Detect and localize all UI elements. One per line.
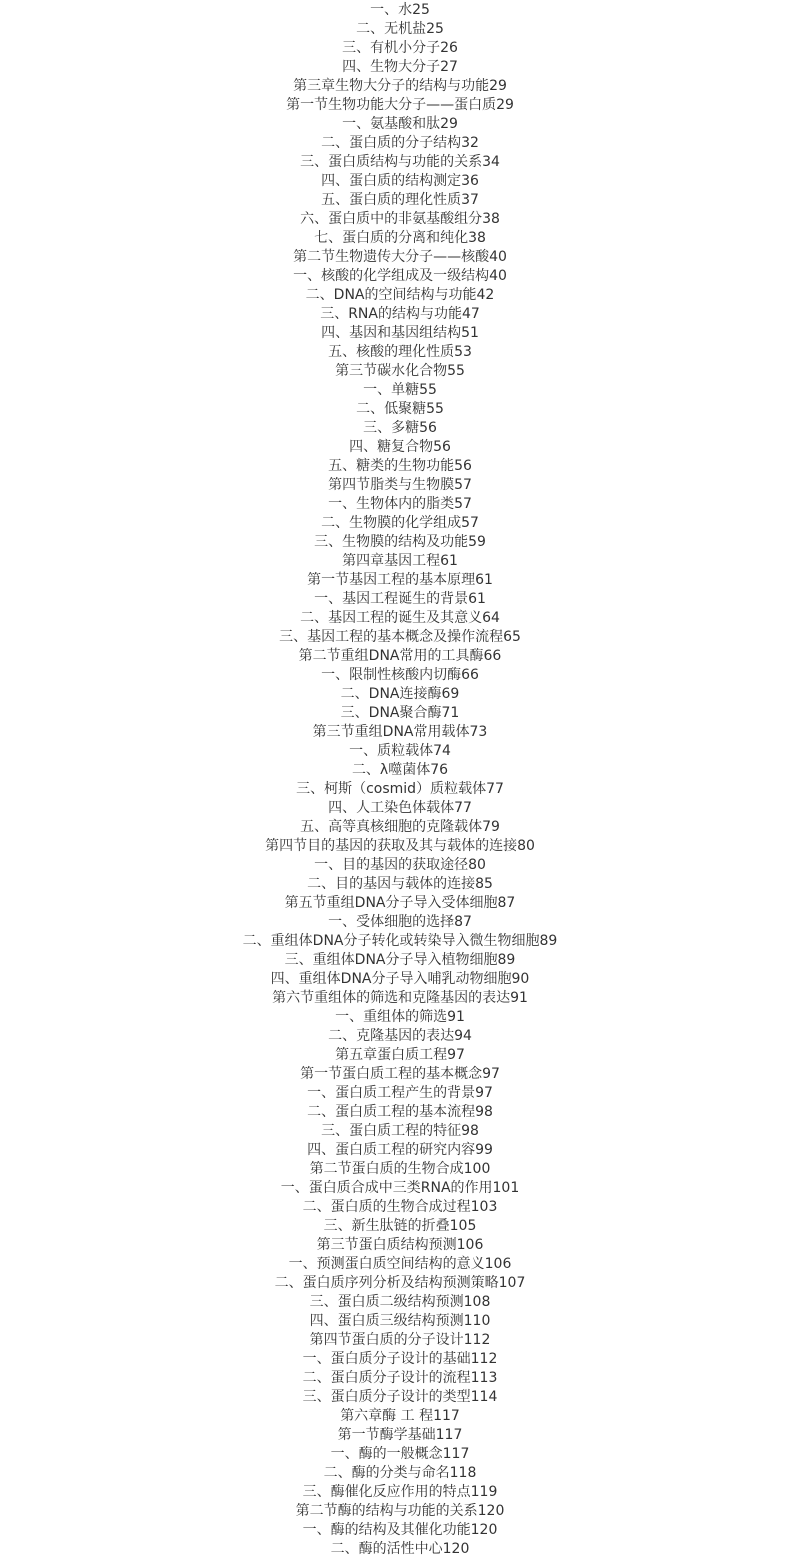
toc-entry: 一、酶的结构及其催化功能120 xyxy=(302,1522,498,1538)
toc-entry: 一、质粒载体74 xyxy=(349,743,451,759)
toc-entry: 一、预测蛋白质空间结构的意义106 xyxy=(288,1256,512,1272)
table-of-contents xyxy=(0,1,800,1559)
toc-entry: 第三节碳水化合物55 xyxy=(335,363,465,379)
toc-entry: 一、生物体内的脂类57 xyxy=(328,496,472,512)
toc-entry: 一、核酸的化学组成及一级结构40 xyxy=(293,268,507,284)
toc-entry: 五、高等真核细胞的克隆载体79 xyxy=(300,819,500,835)
toc-entry: 三、多糖56 xyxy=(363,420,437,436)
toc-entry: 二、克隆基因的表达94 xyxy=(328,1028,472,1044)
toc-entry: 一、水25 xyxy=(370,2,430,18)
toc-entry: 四、人工染色体载体77 xyxy=(328,800,472,816)
toc-entry: 二、蛋白质的生物合成过程103 xyxy=(302,1199,498,1215)
toc-entry: 四、生物大分子27 xyxy=(342,59,458,75)
toc-entry: 五、糖类的生物功能56 xyxy=(328,458,472,474)
toc-entry: 第四节目的基因的获取及其与载体的连接80 xyxy=(265,838,535,854)
toc-entry: 三、生物膜的结构及功能59 xyxy=(314,534,486,550)
toc-entry: 二、蛋白质序列分析及结构预测策略107 xyxy=(274,1275,526,1291)
toc-entry: 第二节酶的结构与功能的关系120 xyxy=(295,1503,505,1519)
toc-entry: 第六章酶 工 程117 xyxy=(340,1408,460,1424)
toc-entry: 二、无机盐25 xyxy=(356,21,444,37)
toc-entry: 六、蛋白质中的非氨基酸组分38 xyxy=(300,211,500,227)
toc-entry: 五、蛋白质的理化性质37 xyxy=(321,192,479,208)
toc-entry: 一、蛋白质工程产生的背景97 xyxy=(307,1085,493,1101)
toc-entry: 三、酶催化反应作用的特点119 xyxy=(302,1484,498,1500)
toc-entry: 三、有机小分子26 xyxy=(342,40,458,56)
toc-entry: 三、蛋白质工程的特征98 xyxy=(321,1123,479,1139)
toc-entry: 第六节重组体的筛选和克隆基因的表达91 xyxy=(272,990,528,1006)
toc-entry: 一、氨基酸和肽29 xyxy=(342,116,458,132)
toc-entry: 第三章生物大分子的结构与功能29 xyxy=(293,78,507,94)
toc-entry: 四、蛋白质三级结构预测110 xyxy=(309,1313,491,1329)
toc-entry: 第五章蛋白质工程97 xyxy=(335,1047,465,1063)
toc-entry: 一、限制性核酸内切酶66 xyxy=(321,667,479,683)
toc-entry: 二、酶的活性中心120 xyxy=(330,1541,470,1557)
toc-entry: 一、基因工程诞生的背景61 xyxy=(314,591,486,607)
toc-entry: 七、蛋白质的分离和纯化38 xyxy=(314,230,486,246)
toc-entry: 二、蛋白质分子设计的流程113 xyxy=(302,1370,498,1386)
toc-entry: 四、重组体DNA分子导入哺乳动物细胞90 xyxy=(270,971,530,987)
toc-entry: 第四节脂类与生物膜57 xyxy=(328,477,472,493)
toc-entry: 三、柯斯（cosmid）质粒载体77 xyxy=(296,781,504,797)
toc-entry: 第四节蛋白质的分子设计112 xyxy=(309,1332,491,1348)
toc-entry: 一、重组体的筛选91 xyxy=(335,1009,465,1025)
toc-entry: 第一节生物功能大分子——蛋白质29 xyxy=(286,97,514,113)
toc-entry: 三、RNA的结构与功能47 xyxy=(320,306,480,322)
toc-entry: 五、核酸的理化性质53 xyxy=(328,344,472,360)
toc-entry: 一、酶的一般概念117 xyxy=(330,1446,470,1462)
toc-entry: 二、λ噬菌体76 xyxy=(351,762,449,778)
toc-entry: 第一节蛋白质工程的基本概念97 xyxy=(300,1066,500,1082)
toc-entry: 四、蛋白质的结构测定36 xyxy=(321,173,479,189)
toc-entry: 二、低聚糖55 xyxy=(356,401,444,417)
toc-entry: 一、目的基因的获取途径80 xyxy=(314,857,486,873)
toc-entry: 三、蛋白质分子设计的类型114 xyxy=(302,1389,498,1405)
toc-entry: 二、生物膜的化学组成57 xyxy=(321,515,479,531)
toc-entry: 第四章基因工程61 xyxy=(342,553,458,569)
toc-entry: 四、蛋白质工程的研究内容99 xyxy=(307,1142,493,1158)
toc-entry: 一、蛋白质合成中三类RNA的作用101 xyxy=(280,1180,520,1196)
toc-entry: 第五节重组DNA分子导入受体细胞87 xyxy=(284,895,516,911)
toc-entry: 一、受体细胞的选择87 xyxy=(328,914,472,930)
toc-entry: 二、蛋白质工程的基本流程98 xyxy=(307,1104,493,1120)
toc-entry: 二、重组体DNA分子转化或转染导入微生物细胞89 xyxy=(242,933,558,949)
toc-entry: 二、基因工程的诞生及其意义64 xyxy=(300,610,500,626)
toc-entry: 三、蛋白质结构与功能的关系34 xyxy=(300,154,500,170)
toc-entry: 三、蛋白质二级结构预测108 xyxy=(309,1294,491,1310)
toc-entry: 第二节重组DNA常用的工具酶66 xyxy=(298,648,502,664)
toc-entry: 一、蛋白质分子设计的基础112 xyxy=(302,1351,498,1367)
toc-entry: 第三节蛋白质结构预测106 xyxy=(316,1237,484,1253)
toc-entry: 二、DNA连接酶69 xyxy=(340,686,460,702)
toc-entry: 第二节蛋白质的生物合成100 xyxy=(309,1161,491,1177)
toc-entry: 第一节基因工程的基本原理61 xyxy=(307,572,493,588)
toc-entry: 三、新生肽链的折叠105 xyxy=(323,1218,477,1234)
toc-entry: 三、基因工程的基本概念及操作流程65 xyxy=(279,629,521,645)
toc-entry: 二、DNA的空间结构与功能42 xyxy=(305,287,495,303)
toc-entry: 第二节生物遗传大分子——核酸40 xyxy=(293,249,507,265)
toc-entry: 二、目的基因与载体的连接85 xyxy=(307,876,493,892)
toc-entry: 第一节酶学基础117 xyxy=(337,1427,463,1443)
toc-entry: 四、基因和基因组结构51 xyxy=(321,325,479,341)
toc-entry: 三、DNA聚合酶71 xyxy=(340,705,460,721)
toc-entry: 一、单糖55 xyxy=(363,382,437,398)
toc-entry: 第三节重组DNA常用载体73 xyxy=(312,724,488,740)
toc-entry: 二、蛋白质的分子结构32 xyxy=(321,135,479,151)
toc-entry: 二、酶的分类与命名118 xyxy=(323,1465,477,1481)
toc-entry: 三、重组体DNA分子导入植物细胞89 xyxy=(284,952,516,968)
toc-entry: 四、糖复合物56 xyxy=(349,439,451,455)
